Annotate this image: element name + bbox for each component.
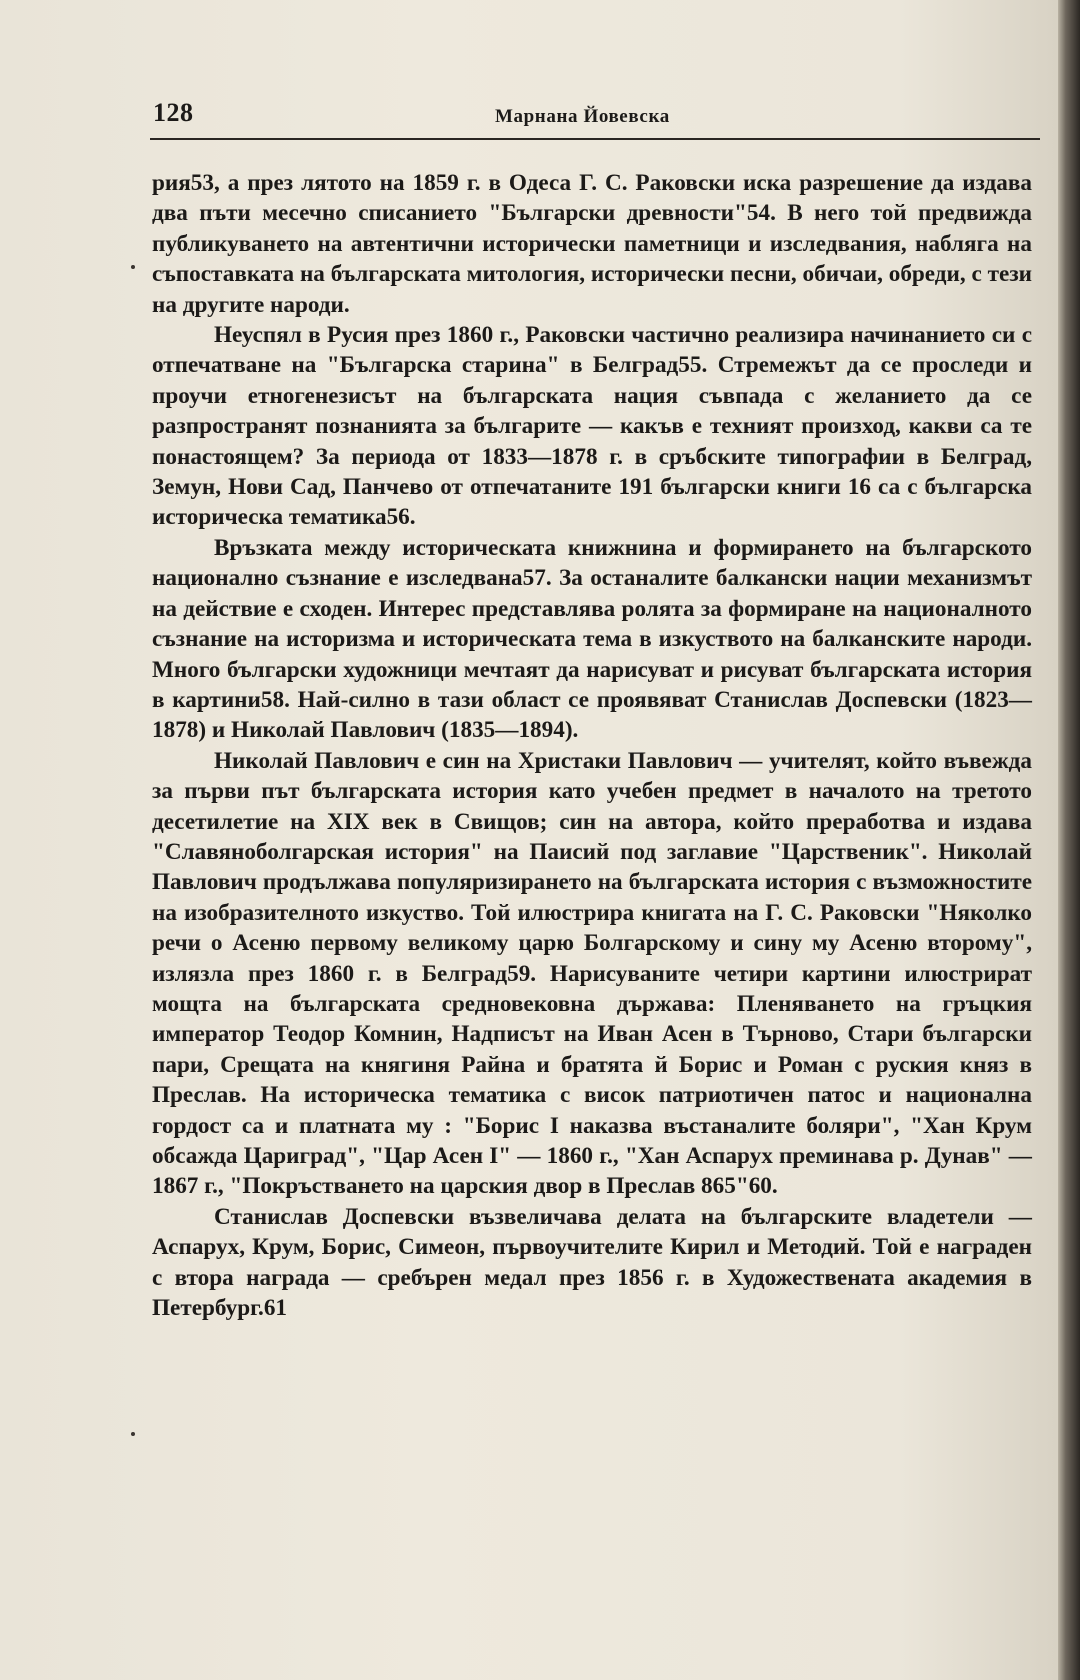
paragraph: Връзката между историческата книжнина и формирането на българското национално съзнание е изследвана57. За останалите балкански нации механизмът на действие е сходен. Интерес представлява ролята за формиране на националното съзнание на историзма и историческата тема в изкуството на балканските народи. Много български художници мечтаят да нарисуват и рисуват българската история в картини58. Най-силно в тази област се проявяват Станислав Доспевски (1823—1878) и Николай Павлович (1835—1894). bbox=[152, 534, 1032, 744]
margin-dot bbox=[131, 1432, 135, 1436]
paragraph: Неуспял в Русия през 1860 г., Раковски частично реализира начинанието си с отпечатване на "Българска старина" в Белград55. Стремежът да се проследи и проучи етногенезисът на българската нация съвпада с желанието да се разпространят познанията за българите — какъв е техният произход, какви са те понастоящем? За периода от 1833—1878 г. в сръбските типографии в Белград, Земун, Нови Сад, Панчево от отпечатаните 191 български книги 16 са с българска историческа тематика56. bbox=[152, 322, 1032, 531]
running-head-author: Марнана Йовевска bbox=[495, 106, 670, 127]
page-header bbox=[150, 96, 1040, 140]
page-binding-edge bbox=[1058, 0, 1080, 1680]
body-text bbox=[152, 168, 1032, 1323]
paragraph: рия53, а през лятото на 1859 г. в Одеса Г. С. Раковски иска разрешение да издава два пъти месечно списанието "Български древности"54. В него той предвижда публикуването на автентични исторически паметници и изследвания, набляга на съпоставката на българската митология, исторически песни, обичаи, обреди, с тези на другите народи. bbox=[152, 170, 1032, 318]
margin-dot bbox=[131, 265, 135, 269]
paragraph: Николай Павлович е син на Христаки Павлович — учителят, който въвежда за първи път българската история като учебен предмет в началото на третото десетилетие на XIX век в Свищов; син на автора, който преработва и издава "Славяноболгарская история" на Паисий под заглавие "Царственик". Николай Павлович продължава популяризирането на българската история с възможностите на изобразителното изкуство. Той илюстрира книгата на Г. С. Раковски "Няколко речи о Асеню первому великому царю Болгарскому и сину му Асеню второму", излязла през 1860 г. в Белград59. Нарисуваните четири картини илюстрират мощта на българската средновековна държава: Пленяването на гръцкия император Теодор Комнин, Надписът на Иван Асен в Търново, Стари български пари, Срещата на княгиня Райна и братята й Борис и Роман с руския княз в Преслав. На историческа тематика с висок патриотичен патос и национална гордост са и платната му : "Борис I наказва въстаналите боляри", "Хан Крум обсажда Цариград", "Цар Асен I" — 1860 г., "Хан Аспарух преминава р. Дунав" — 1867 г., "Покръстването на царския двор в Преслав 865"60. bbox=[152, 747, 1032, 1200]
page-number: 128 bbox=[153, 98, 194, 127]
paragraph: Станислав Доспевски възвеличава делата на българските владетели — Аспарух, Крум, Борис, Симеон, първоучителите Кирил и Методий. Той е награден с втора награда — сребърен медал през 1856 г. в Художествената академия в Петербург.61 bbox=[152, 1203, 1032, 1322]
